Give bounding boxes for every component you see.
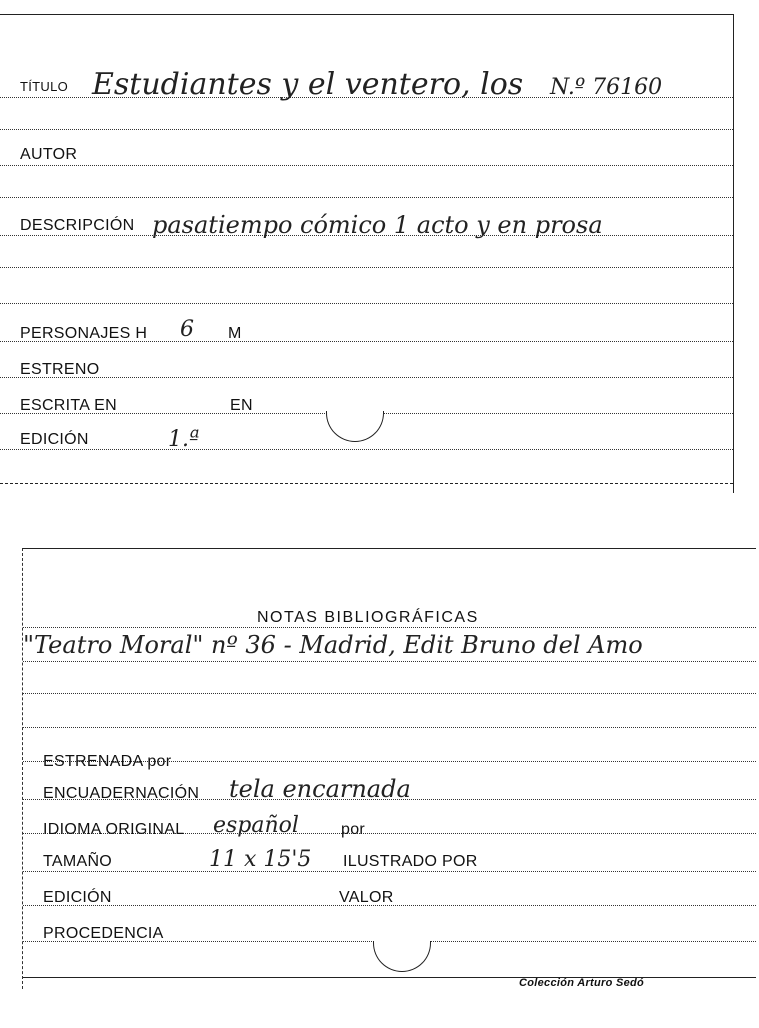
idioma-label: IDIOMA ORIGINAL [43,821,185,838]
rule-line [0,303,733,304]
notas-value: "Teatro Moral" nº 36 - Madrid, Edit Bruno del Amo [23,631,643,659]
card-bottom-edge [23,977,756,978]
descripcion-label: DESCRIPCIÓN [20,217,135,234]
rule-line [0,449,733,450]
estrenada-label: ESTRENADA por [43,753,172,770]
escrita-en-label: ESCRITA EN [20,397,117,414]
rule-line [23,661,756,662]
idioma-value: español [213,813,299,838]
personajes-m-label: M [228,325,242,342]
catalog-card-front [0,14,734,493]
encuadernacion-value: tela encarnada [229,775,411,803]
edicion-label-back: EDICIÓN [43,889,112,906]
titulo-label: TÍTULO [20,79,69,94]
edicion-value: 1.ª [168,427,200,452]
edicion-label: EDICIÓN [20,431,89,448]
card-bottom-edge [0,483,733,484]
rule-line [23,693,756,694]
procedencia-label: PROCEDENCIA [43,925,164,942]
rule-line [0,377,733,378]
rule-line [0,267,733,268]
card-notch [373,941,431,972]
rule-line [23,627,756,628]
en-label: EN [230,397,253,414]
coleccion-label: Colección Arturo Sedó [519,977,645,989]
descripcion-value: pasatiempo cómico 1 acto y en prosa [152,211,603,239]
tamano-label: TAMAÑO [43,853,113,870]
personajes-label: PERSONAJES H [20,325,148,342]
encuadernacion-label: ENCUADERNACIÓN [43,785,200,802]
rule-line [0,129,733,130]
personajes-h-value: 6 [180,317,194,342]
rule-line [0,165,733,166]
valor-label: VALOR [339,889,394,906]
titulo-value: Estudiantes y el ventero, los [92,67,524,102]
estreno-label: ESTRENO [20,361,100,378]
numero-value: N.º 76160 [550,75,663,100]
por-label: por [341,821,366,838]
rule-line [0,197,733,198]
rule-line [23,871,756,872]
card-notch [326,411,384,442]
ilustrado-label: ILUSTRADO POR [343,853,478,870]
rule-line [23,727,756,728]
notas-heading: NOTAS BIBLIOGRÁFICAS [257,609,479,626]
catalog-card-back [22,548,756,989]
autor-label: AUTOR [20,146,78,163]
tamano-value: 11 x 15'5 [209,847,312,872]
